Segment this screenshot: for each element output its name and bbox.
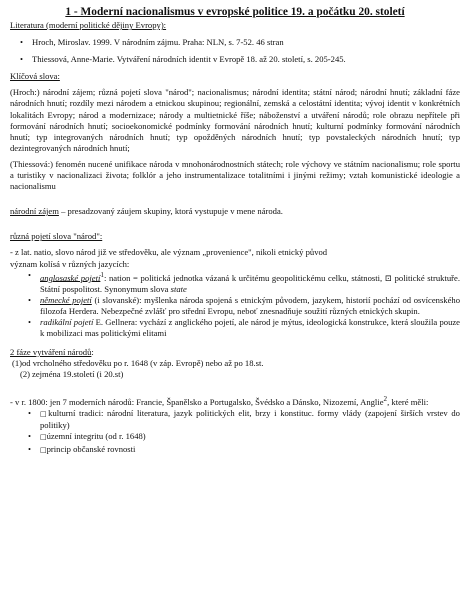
literature-item: • Thiessová, Anne-Marie. Vytváření národních identit v Evropě 18. až 20. století, s. 205-245. <box>20 54 346 65</box>
box-glyph-icon: □ <box>40 410 49 419</box>
box-glyph-icon: □ <box>40 445 47 454</box>
concept-name: radikální pojetí <box>40 316 94 327</box>
concept-item: • radikální pojetí E. Gellnera: vychází z anglického pojetí, ale národ je mýtus, ideologická konstrukce, která sloužila pouze k mobilizaci mas politickými elitami <box>28 316 460 338</box>
year-1800-paragraph: - v r. 1800: jen 7 moderních národů: Francie, Španělsko a Portugalsko, Švédsko a Dánsko, Nizozemí, Anglie$^2$, které měli: <box>10 395 429 408</box>
box-glyph-icon: □ <box>40 433 47 442</box>
concepts-list <box>10 270 460 339</box>
concept-item: • německé pojetí (i slovanské): myšlenka národa spojená s etnickým původem, jazykem, historií pochází od osvícenského filozofa Herdera. Nebezpečné zvlášť pro střední Evropu, neboť znesnadňuje soužití různých etnických skupin. <box>28 294 460 316</box>
phase-item: (2) zejména 19.století (i 20.st) <box>20 369 124 380</box>
literature-label: Literatura (moderní politické dějiny Evropy): <box>10 20 167 30</box>
national-interest-definition: národní zájem – presadzovaný záujem skupiny, ktorá vystupuje v mene národa. <box>10 206 283 217</box>
page-title: 1 - Moderní nacionalismus v evropské politice 19. a počátku 20. století <box>65 6 405 18</box>
year-1800-item: • □územní integritu (od r. 1648) <box>28 431 146 442</box>
year-1800-list <box>10 408 460 455</box>
bullet-icon: • <box>28 269 32 280</box>
concepts-intro-1: - z lat. natio, slovo národ již ve středověku, ale význam „provenience", nikoli etnický původ <box>10 247 328 258</box>
bullet-icon: • <box>28 316 32 327</box>
year-1800-item: • □princip občanské rovnosti <box>28 443 136 454</box>
concepts-intro-2: význam kolísá v různých jazycích: <box>10 258 130 269</box>
national-interest-term: národní zájem <box>10 206 59 217</box>
concept-item: • anglosaské pojetí$^1$: nation = politická jednotka vázaná k určitému geopolitickému celku, státnosti, ⊡ politické struktuře. Státní pospolitost. Synonymum slova state <box>28 269 460 294</box>
bullet-icon: • <box>28 431 32 442</box>
bullet-icon: • <box>20 37 24 48</box>
literature-list <box>10 37 460 65</box>
bullet-icon: • <box>20 54 24 65</box>
phase-item: (1) od vrcholného středověku po r. 1648 (v záp. Evropě) nebo až po 18.st. <box>12 358 264 369</box>
keywords-label: Klíčová slova: <box>10 71 60 82</box>
bullet-icon: • <box>28 443 32 454</box>
keywords-thiess: (Thiessová:) fenomén nucené unifikace národa v mnohonárodnostních státech; role výchovy ve státním nacionalismu; role sportu a turistiky v nacionalizaci života; folklór a jeho instrumentalizace totalitními i jinými režimy; vztah komunistické ideologie a nacionalismu <box>10 158 460 192</box>
bullet-icon: • <box>28 294 32 305</box>
concept-name: německé pojetí <box>40 294 92 305</box>
concept-name: anglosaské pojetí <box>40 272 101 283</box>
year-1800-item: • □kulturní tradici: národní literatura, jazyk politických elit, brzy i konstituc. formy vlády (zapojení širších vrstev do politiky) <box>28 408 460 431</box>
concepts-heading: různá pojetí slova "národ": <box>10 231 103 242</box>
phases-heading: 2 fáze vytváření národů: <box>10 347 94 358</box>
keywords-hroch: (Hroch:) národní zájem; různá pojetí slova "národ"; nacionalismus; národní identita; státní národ; národní hnutí; základní fáze národních hnutí; rozdíly mezi národem a etnickou skupinou; regionální, zemská a celostátní identita; vývoj identit v konkrétních lokalitách Evropy; národ a modernizace; národy a multietnické říše; náboženství a utváření národů; role obrazu nepřítele při formování národních hnutí; socioekonomické podmínky formování národních hnutí; kulturní podmínky formování národních hnutí; typ integrovaných národních hnutí; typ opožděných národních hnutí; typ povstaleckých národních hnutí; typ dezintegrovaných národních hnutí; <box>10 87 460 153</box>
bullet-icon: • <box>28 408 32 419</box>
literature-item: • Hroch, Miroslav. 1999. V národním zájmu. Praha: NLN, s. 7-52. 46 stran <box>20 37 284 48</box>
